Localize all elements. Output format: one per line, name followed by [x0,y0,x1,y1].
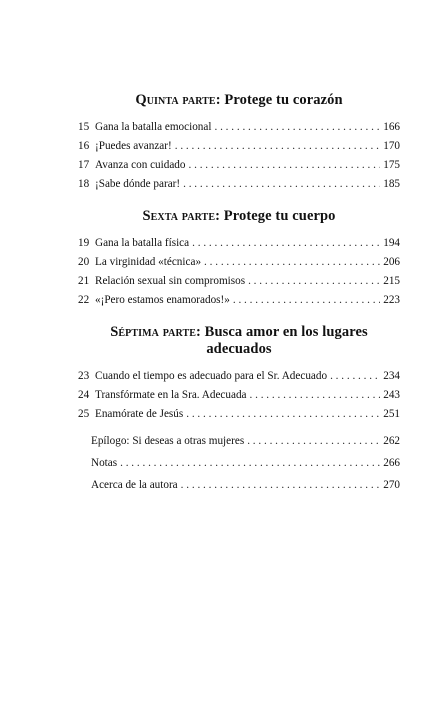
page-number: 223 [383,294,400,306]
toc-entry[interactable] [78,253,400,272]
chapter-title: Gana la batalla emocional [95,121,212,133]
page-number: 170 [383,140,400,152]
section-part-label: Séptima parte: [110,324,201,340]
toc-entry-notes[interactable] [78,452,400,474]
section-heading [78,324,400,358]
chapter-title: Relación sexual sin compromisos [95,275,246,287]
chapter-number: 15 [78,121,90,133]
chapter-title: La virginidad «técnica» [95,256,202,268]
chapter-number: 25 [78,408,90,420]
dot-leader [192,234,380,253]
section-quinta-parte [78,92,400,194]
dot-leader [181,474,381,496]
section-heading [78,208,400,225]
page-number: 206 [383,256,400,268]
chapter-number: 20 [78,256,90,268]
chapter-number: 22 [78,294,90,306]
chapter-title: «¡Pero estamos enamorados!» [95,294,230,306]
chapter-title: Transfórmate en la Sra. Adecuada [95,389,247,401]
toc-entry[interactable] [78,386,400,405]
section-septima-parte [78,324,400,496]
table-of-contents [78,92,400,510]
dot-leader [204,253,380,272]
toc-entry[interactable] [78,156,400,175]
dot-leader [175,137,381,156]
page-number: 266 [383,457,400,469]
appendix-title: Epílogo: Si deseas a otras mujeres [91,435,245,447]
section-part-label: Sexta parte: [142,208,221,224]
toc-entry[interactable] [78,118,400,137]
page-number: 234 [383,370,400,382]
toc-entry[interactable] [78,405,400,424]
dot-leader [250,386,381,405]
dot-leader [186,405,380,424]
chapter-title: Avanza con cuidado [95,159,186,171]
section-subtitle: Protege tu cuerpo [223,208,336,224]
toc-entry[interactable] [78,291,400,310]
page-number: 194 [383,237,400,249]
chapter-number: 21 [78,275,90,287]
chapter-number: 23 [78,370,90,382]
chapter-number: 18 [78,178,90,190]
toc-entry-epilogue[interactable] [78,430,400,452]
toc-entry[interactable] [78,175,400,194]
page-number: 175 [383,159,400,171]
toc-entry[interactable] [78,234,400,253]
page-number: 243 [383,389,400,401]
dot-leader [248,272,380,291]
chapter-number: 24 [78,389,90,401]
chapter-title: ¡Puedes avanzar! [95,140,172,152]
dot-leader [214,118,380,137]
chapter-title: Cuando el tiempo es adecuado para el Sr. Adecuado [95,370,328,382]
appendix-list [78,430,400,496]
chapter-title: Gana la batalla física [95,237,190,249]
page-number: 215 [383,275,400,287]
toc-entry[interactable] [78,367,400,386]
toc-entry[interactable] [78,137,400,156]
section-sexta-parte [78,208,400,310]
dot-leader [330,367,380,386]
dot-leader [247,430,380,452]
appendix-title: Notas [91,457,118,469]
dot-leader [189,156,381,175]
section-part-label: Quinta parte: [135,92,221,108]
page-number: 251 [383,408,400,420]
dot-leader [183,175,380,194]
section-subtitle: Protege tu corazón [224,92,343,108]
appendix-title: Acerca de la autora [91,479,178,491]
section-subtitle: Busca amor en los lugares adecuados [204,324,368,357]
toc-entry[interactable] [78,272,400,291]
chapter-number: 17 [78,159,90,171]
dot-leader [233,291,380,310]
chapter-number: 19 [78,237,90,249]
section-heading [78,92,400,109]
page-number: 270 [383,479,400,491]
chapter-title: Enamórate de Jesús [95,408,184,420]
page-number: 185 [383,178,400,190]
chapter-number: 16 [78,140,90,152]
toc-entry-about-author[interactable] [78,474,400,496]
page-number: 262 [383,435,400,447]
dot-leader [120,452,380,474]
chapter-title: ¡Sabe dónde parar! [95,178,181,190]
page-number: 166 [383,121,400,133]
